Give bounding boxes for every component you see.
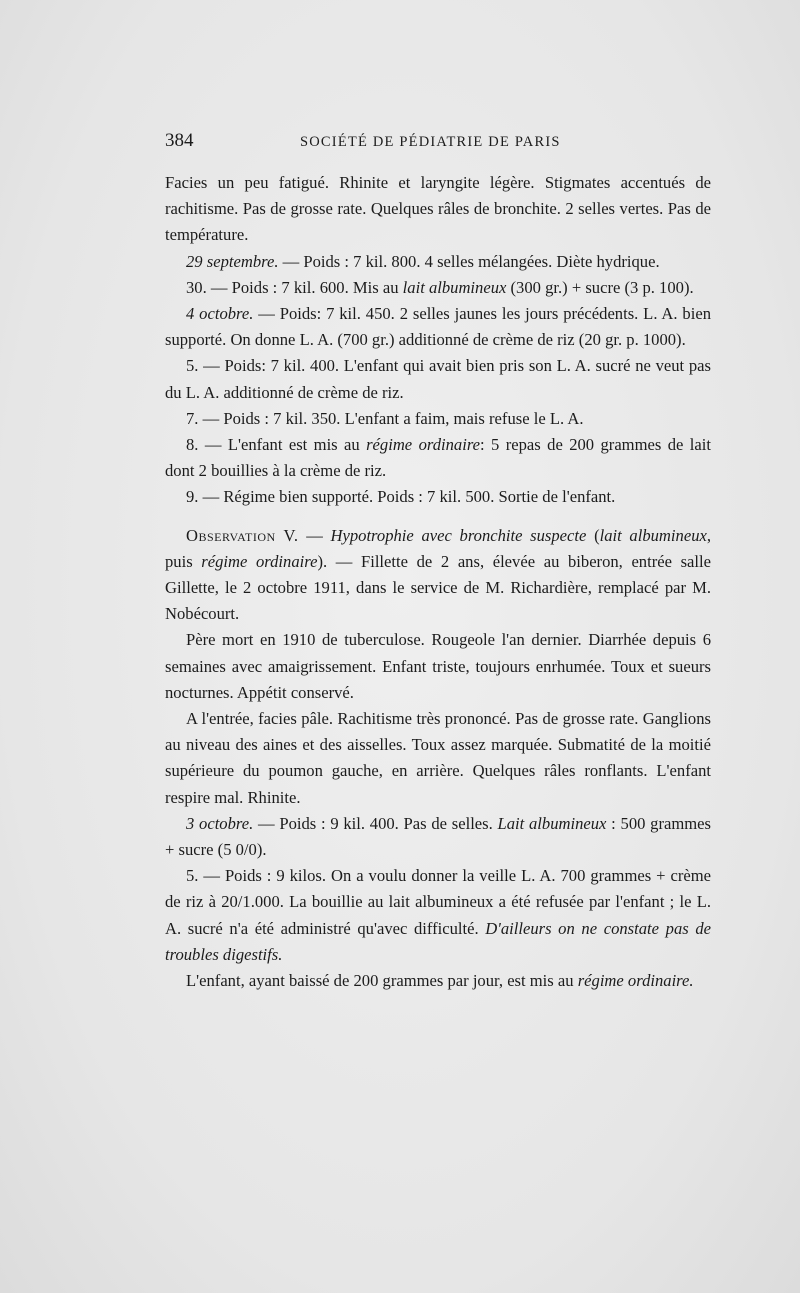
paragraph-text: 30. — Poids : 7 kil. 600. Mis au (186, 277, 403, 297)
paragraph-3-octobre (165, 811, 711, 863)
paragraph-text: 9. — Régime bien supporté. Poids : 7 kil. 500. Sortie de l'enfant. (186, 487, 616, 507)
punctuation: , puis (165, 525, 712, 571)
observation-title: régime ordinaire (201, 551, 318, 571)
entry-date: 3 octobre. (186, 813, 254, 833)
paragraph-final (165, 968, 711, 994)
punctuation: ( (586, 525, 600, 545)
paragraph-4-octobre (165, 301, 711, 353)
paragraph-text: 5. — Poids : 9 kilos. On a voulu donner la veille L. A. 700 grammes + crème de riz à 20/1.000. La bouillie au lait albumineux a été refusée par l'enfant ; le L. A. sucré n'a été administré qu'avec difficulté. (165, 866, 711, 938)
paragraph-30 (165, 275, 711, 301)
paragraph-text: 5. — Poids: 7 kil. 400. L'enfant qui avait bien pris son L. A. sucré ne veut pas du L. A. additionné de crème de riz. (165, 356, 711, 402)
paragraph-continued (165, 170, 711, 249)
entry-date: 29 septembre. (186, 251, 279, 271)
paragraph-text: L'enfant, ayant baissé de 200 grammes par jour, est mis au (186, 971, 578, 991)
page-number: 384 (165, 130, 194, 151)
italic-term: régime ordinaire. (577, 971, 694, 991)
paragraph-text: : 500 grammes + sucre (5 0/0). (165, 813, 711, 860)
paragraph-text: Fillette de 2 ans, élevée au biberon, entrée salle Gillette, le 2 octobre 1911, dans le service de M. Richardière, remplacé par M. Nobécourt. (165, 551, 712, 624)
italic-term: lait albumineux (402, 277, 507, 297)
paragraph-text: 7. — Poids : 7 kil. 350. L'enfant a faim, mais refuse le L. A. (186, 408, 584, 428)
paragraph-9 (165, 484, 711, 510)
paragraph-text: : 5 repas de 200 grammes de lait dont 2 bouillies à la crème de riz. (165, 435, 711, 481)
paragraph-5-octobre (165, 863, 711, 968)
paragraph-5 (165, 353, 711, 405)
observation-title: Hypotrophie avec bronchite suspecte (330, 525, 587, 545)
paragraph-history (165, 627, 711, 706)
body-text (165, 170, 711, 994)
running-title: SOCIÉTÉ DE PÉDIATRIE DE PARIS (300, 134, 561, 150)
paragraph-text: (300 gr.) + sucre (3 p. 100). (506, 277, 694, 297)
entry-date: 4 octobre. (186, 304, 254, 324)
observation-title: lait albumineux (599, 525, 707, 545)
paragraph-8 (165, 432, 711, 484)
paragraph-7 (165, 406, 711, 432)
italic-term: Lait albumineux (497, 813, 607, 833)
paragraph-text: 8. — L'enfant est mis au (186, 435, 367, 455)
observation-label: Observation V. (186, 525, 299, 545)
observation-heading-paragraph (165, 523, 711, 628)
paragraph-admission (165, 706, 711, 811)
page-header (165, 130, 710, 154)
paragraph-text: Facies un peu fatigué. Rhinite et laryngite légère. Stigmates accentués de rachitisme. Pas de grosse rate. Quelques râles de bronchite. 2 selles vertes. Pas de température. (165, 173, 711, 245)
paragraph-29-septembre (165, 249, 711, 275)
italic-sentence: D'ailleurs on ne constate pas de troubles digestifs. (165, 918, 711, 964)
punctuation: ). — (317, 551, 361, 571)
italic-term: régime ordinaire (366, 435, 481, 455)
paragraph-text: — Poids: 7 kil. 450. 2 selles jaunes les jours précédents. L. A. bien supporté. On donne L. A. (700 gr.) additionné de crème de riz (20 gr. p. 1000). (165, 304, 711, 350)
paragraph-text: — Poids : 7 kil. 800. 4 selles mélangées. Diète hydrique. (278, 251, 660, 271)
paragraph-text: Père mort en 1910 de tuberculose. Rougeole l'an dernier. Diarrhée depuis 6 semaines avec amaigrissement. Enfant triste, toujours enrhumée. Toux et sueurs nocturnes. Appétit conservé. (165, 630, 711, 702)
paragraph-text: A l'entrée, facies pâle. Rachitisme très prononcé. Pas de grosse rate. Ganglions au niveau des aines et des aisselles. Toux assez marquée. Submatité de la moitié supérieure du poumon gauche, en arrière. Quelques râles ronflants. L'enfant respire mal. Rhinite. (165, 709, 711, 807)
paragraph-text: — Poids : 9 kil. 400. Pas de selles. (253, 813, 498, 833)
dash: — (298, 525, 331, 545)
